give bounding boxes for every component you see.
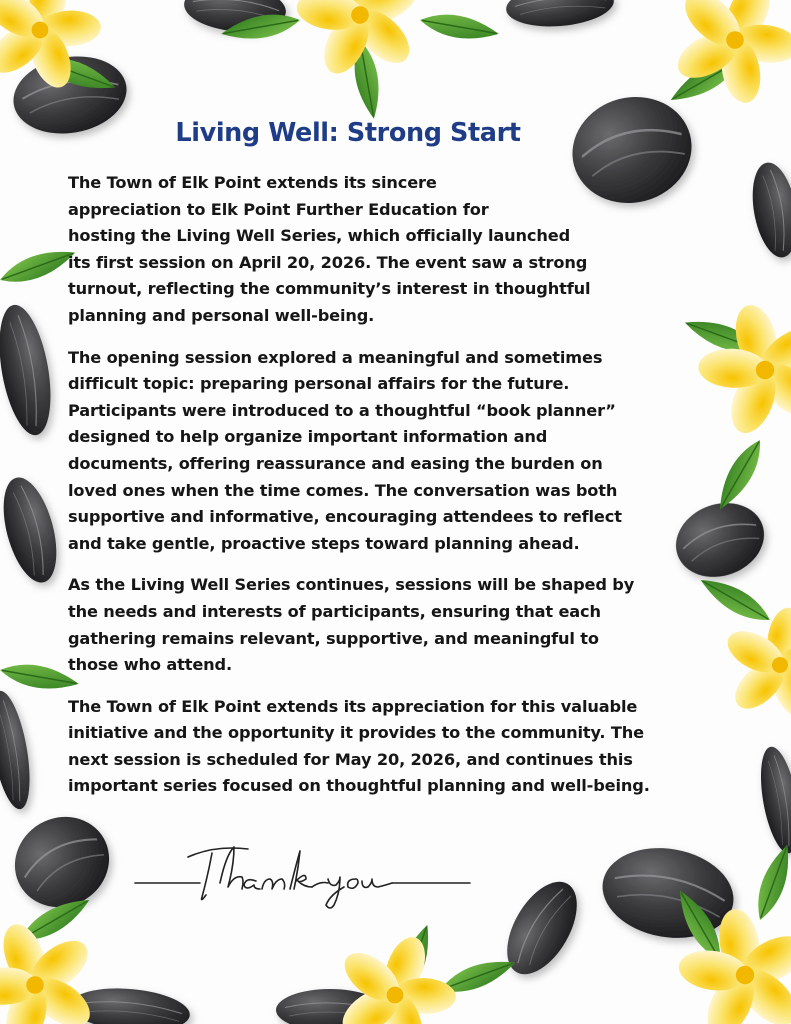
- text-line: Participants were introduced to a thoughtful “book planner”: [68, 400, 616, 420]
- paragraph-2: [68, 345, 728, 558]
- text-line: supportive and informative, encouraging attendees to reflect: [68, 507, 622, 527]
- paragraph-1: [68, 170, 728, 330]
- letter-body: [68, 118, 728, 815]
- page-title: Living Well: Strong Start: [175, 118, 521, 148]
- text-line: loved ones when the time comes. The conversation was both: [68, 480, 618, 500]
- text-line: turnout, reflecting the community’s interest in thoughtful: [68, 279, 591, 299]
- text-line: appreciation to Elk Point Further Education for: [68, 199, 489, 219]
- text-line: its first session on April 20, 2026. The event saw a strong: [68, 252, 588, 272]
- text-line: initiative and the opportunity it provides to the community. The: [68, 723, 644, 743]
- paragraph-3: [68, 572, 728, 678]
- text-line: the needs and interests of participants, ensuring that each: [68, 601, 601, 621]
- text-line: planning and personal well-being.: [68, 305, 375, 325]
- text-line: designed to help organize important information and: [68, 427, 548, 447]
- text-line: those who attend.: [68, 655, 232, 675]
- thank-you-signature: [130, 835, 480, 915]
- text-line: The Town of Elk Point extends its sincere: [68, 173, 437, 192]
- text-line: As the Living Well Series continues, sessions will be shaped by: [68, 575, 635, 595]
- text-line: important series focused on thoughtful planning and well-being.: [68, 776, 650, 796]
- text-line: documents, offering reassurance and easing the burden on: [68, 453, 603, 473]
- text-line: difficult topic: preparing personal affairs for the future.: [68, 374, 570, 394]
- text-line: gathering remains relevant, supportive, and meaningful to: [68, 628, 599, 648]
- text-line: next session is scheduled for May 20, 2026, and continues this: [68, 749, 633, 769]
- text-line: The Town of Elk Point extends its appreciation for this valuable: [68, 696, 638, 716]
- text-line: and take gentle, proactive steps toward planning ahead.: [68, 533, 580, 553]
- text-line: The opening session explored a meaningful and sometimes: [68, 347, 603, 367]
- text-line: hosting the Living Well Series, which officially launched: [68, 226, 571, 246]
- paragraph-4: [68, 694, 728, 800]
